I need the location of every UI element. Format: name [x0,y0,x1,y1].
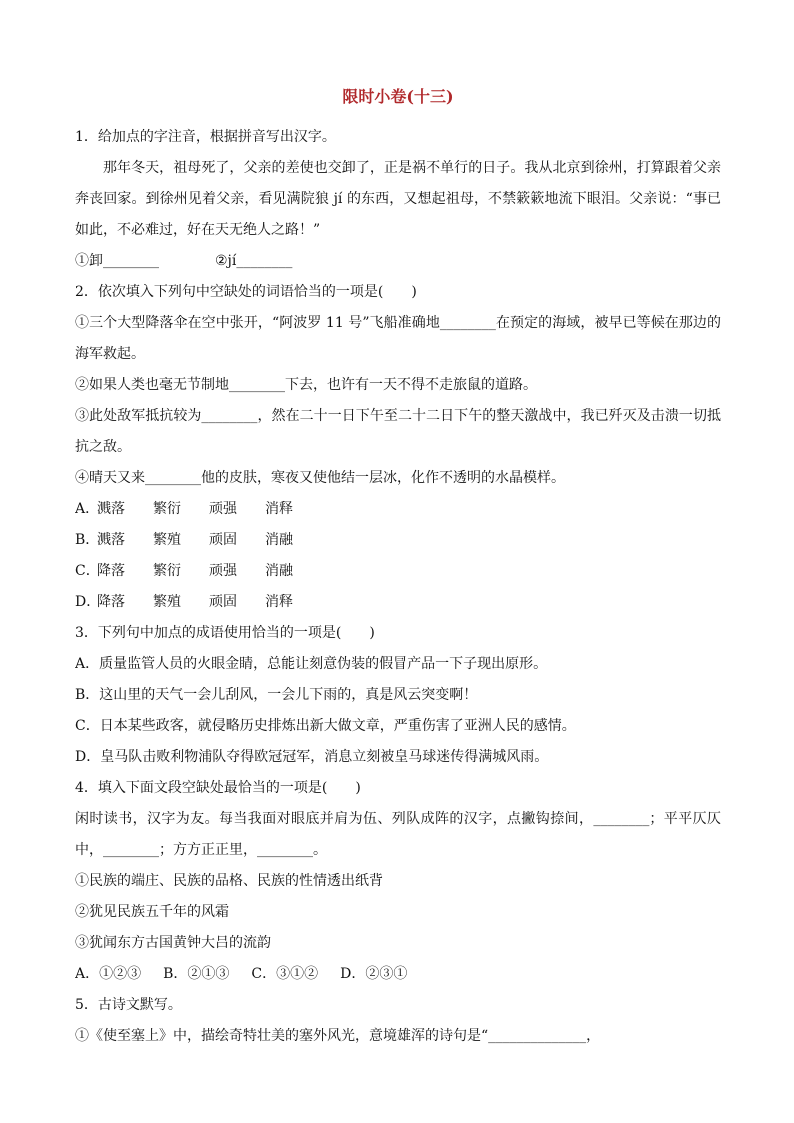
q4-option-b: B．②①③ [163,966,230,982]
q4-stem: 4．填入下面文段空缺处最恰当的一项是( ) [75,780,361,796]
q2-stem: 2．依次填入下列句中空缺处的词语恰当的一项是( ) [75,284,417,300]
option-label: D． [75,594,101,610]
worksheet-page [75,80,721,1052]
q3-option-b: B．这山里的天气一会儿刮风，一会儿下雨的，真是风云突变啊！ [75,687,478,703]
option-word: 消融 [265,563,293,579]
q1-blank-1: ①卸________ [75,253,159,269]
q2-option-d [75,587,721,618]
q2-option-c [75,556,721,587]
q5-sentence-1: ①《使至塞上》中，描绘奇特壮美的塞外风光，意境雄浑的诗句是“______________， [75,1028,601,1044]
option-word: 顽强 [209,563,237,579]
option-word: 顽固 [209,532,237,548]
q2-option-a [75,494,721,525]
q4-options [75,959,721,990]
option-word: 顽强 [209,501,237,517]
q1-passage: 那年冬天，祖母死了，父亲的差使也交卸了，正是祸不单行的日子。我从北京到徐州，打算跟着父亲奔丧回家。到徐州见着父亲，看见满院狼 jí 的东西，又想起祖母，不禁簌簌地流下眼泪。父亲说：“事已如此，不必难过，好在天无绝人之路！” [75,160,721,238]
option-label: C． [75,563,100,579]
q3-option-c: C．日本某些政客，就侵略历史排炼出新大做文章，严重伤害了亚洲人民的感情。 [75,718,576,734]
option-word: 降落 [97,594,125,610]
q4-item-3: ③犹闻东方古国黄钟大吕的流韵 [75,935,271,951]
option-word: 消释 [265,501,293,517]
q2-sentence-4: ④晴天又来________他的皮肤，寒夜又使他结一层冰，化作不透明的水晶模样。 [75,470,565,486]
option-word: 溅落 [97,501,125,517]
option-word: 消融 [265,532,293,548]
option-word: 繁衍 [153,501,181,517]
q4-item-2: ②犹见民族五千年的风霜 [75,904,229,920]
q4-passage: 闲时读书，汉字为友。每当我面对眼底并肩为伍、列队成阵的汉字，点撇钩捺间，________；平平仄仄中，________；方方正正里，________。 [75,811,721,858]
q1-blanks [75,246,721,277]
option-word: 繁殖 [153,532,181,548]
option-word: 顽固 [209,594,237,610]
q3-option-a: A．质量监管人员的火眼金睛，总能让刻意伪装的假冒产品一下子现出原形。 [75,656,548,672]
q4-option-a: A．①②③ [75,966,142,982]
q4-item-1: ①民族的端庄、民族的品格、民族的性情透出纸背 [75,873,383,889]
option-word: 溅落 [97,532,125,548]
q2-sentence-3: ③此处敌军抵抗较为________，然在二十一日下午至二十二日下午的整天激战中，我已歼灭及击溃一切抵抗之敌。 [75,408,721,455]
option-word: 繁殖 [153,594,181,610]
option-label: B． [75,532,100,548]
option-word: 消释 [265,594,293,610]
option-word: 降落 [97,563,125,579]
q2-sentence-1: ①三个大型降落伞在空中张开，“阿波罗 11 号”飞船准确地________在预定的海域，被早已等候在那边的海军救起。 [75,315,721,362]
option-label: A． [75,501,100,517]
q2-option-b [75,525,721,556]
q1-blank-2: ②jí________ [215,253,293,269]
q4-option-d: D．②③① [340,966,408,982]
q5-stem: 5．古诗文默写。 [75,997,182,1013]
q2-sentence-2: ②如果人类也毫无节制地________下去，也许有一天不得不走旅鼠的道路。 [75,377,537,393]
q1-stem: 1．给加点的字注音，根据拼音写出汉字。 [75,129,336,145]
page-title: 限时小卷(十三) [342,87,454,106]
q3-stem: 3．下列句中加点的成语使用恰当的一项是( ) [75,625,375,641]
q4-option-c: C．③①② [251,966,319,982]
option-word: 繁衍 [153,563,181,579]
q3-option-d: D．皇马队击败利物浦队夺得欧冠冠军，消息立刻被皇马球迷传得满城风雨。 [75,749,549,765]
